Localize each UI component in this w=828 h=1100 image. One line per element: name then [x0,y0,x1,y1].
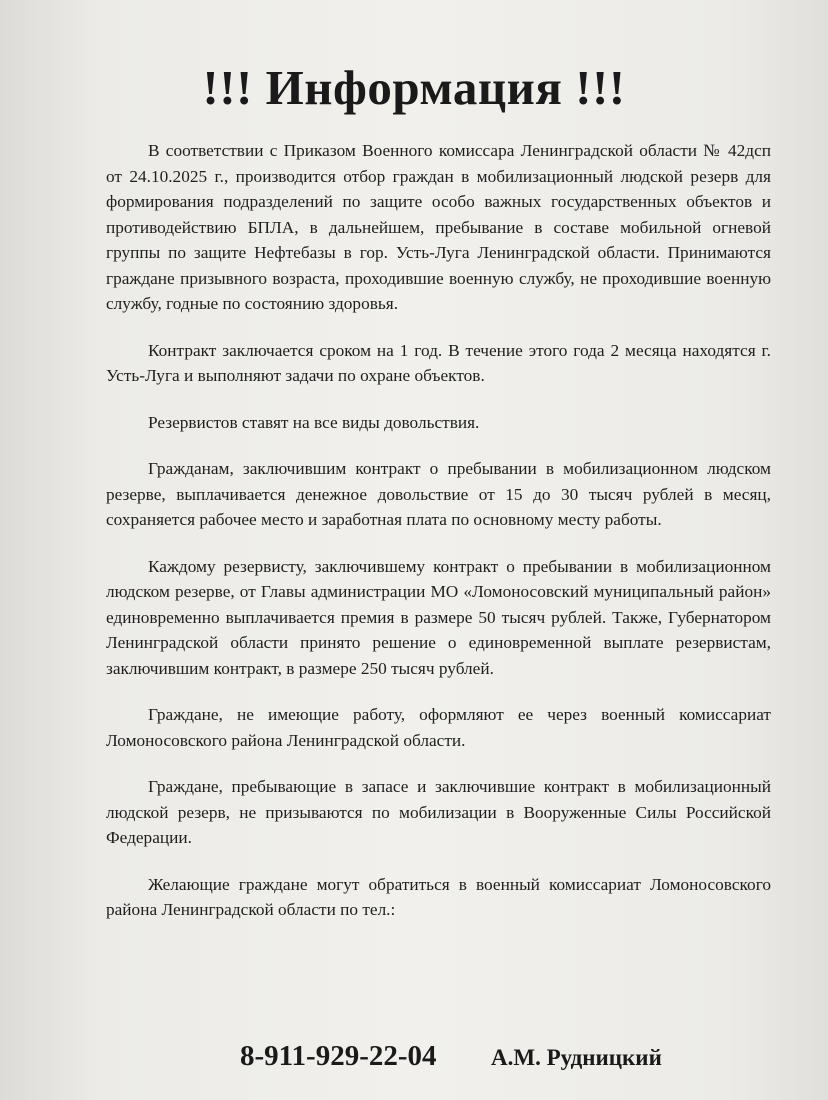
paragraph-contact: Желающие граждане могут обратиться в военный комиссариат Ломоносовского района Ленинградской области по тел.: [106,874,771,919]
document-footer [0,1036,828,1076]
contact-phone: 8-911-929-22-04 [240,1040,437,1072]
paragraph-bonuses: Каждому резервисту, заключившему контракт о пребывании в мобилизационном людском резерве, от Главы администрации МО «Ломоносовский муниципальный район» единовременно выплачивается премия в размере 50 тысяч рублей. Также, Губернатором Ленинградской области принято решение о единовременной выплате резервистам, заключившим контракт, в размере 250 тысяч рублей. [106,556,771,678]
paragraph-order-details: В соответствии с Приказом Военного комиссара Ленинградской области № 42дсп от 24.10.2025 г., производится отбор граждан в мобилизационный людской резерв для формирования подразделений по защите особо важных государственных объектов и противодействию БПЛА, в дальнейшем, пребывание в составе мобильной огневой группы по защите Нефтебазы в гор. Усть-Луга Ленинградской области. Принимаются граждане призывного возраста, проходившие военную службу, не проходившие военную службу, годные по состоянию здоровья. [106,141,771,313]
document-body [106,138,771,944]
paragraph-monthly-pay: Гражданам, заключившим контракт о пребывании в мобилизационном людском резерве, выплачивается денежное довольствие от 15 до 30 тысяч рублей в месяц, сохраняется рабочее место и заработная плата по основному месту работы. [106,459,771,529]
paragraph-mobilization-exemption: Граждане, пребывающие в запасе и заключившие контракт в мобилизационный людской резерв, не призываются по мобилизации в Вооруженные Силы Российской Федерации. [106,777,771,847]
paragraph-contract-term: Контракт заключается сроком на 1 год. В течение этого года 2 месяца находятся г. Усть-Луга и выполняют задачи по охране объектов. [106,340,771,385]
signer-name: А.М. Рудницкий [491,1045,662,1070]
document-title: !!! Информация !!! [202,60,626,115]
paragraph-unemployed: Граждане, не имеющие работу, оформляют ее через военный комиссариат Ломоносовского района Ленинградской области. [106,705,771,750]
paragraph-allowances: Резервистов ставят на все виды довольствия. [148,412,480,432]
